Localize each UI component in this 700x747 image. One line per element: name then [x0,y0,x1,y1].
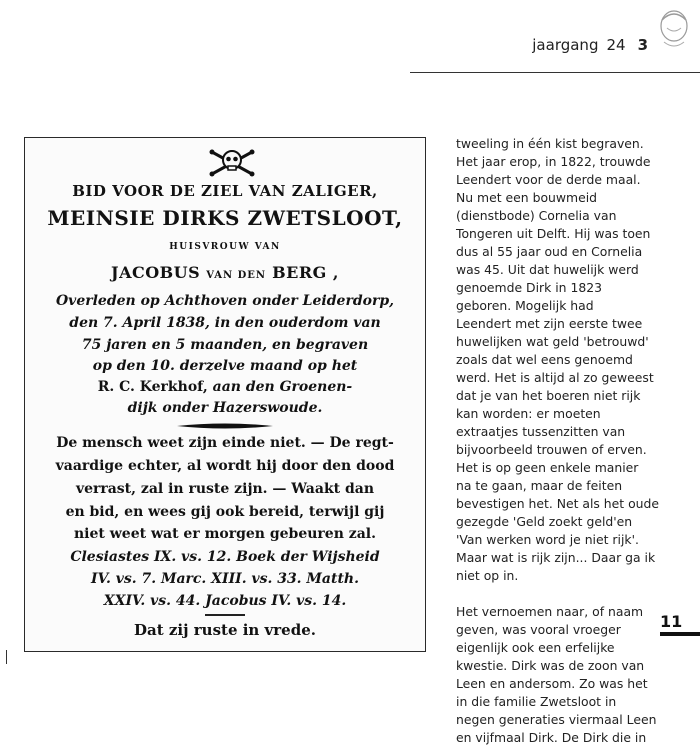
body-line: extraatjes tussenzitten van [456,424,626,439]
body-line: na te gaan, maar de feiten [456,478,623,493]
bible-reference: IV. vs. 7. Marc. XIII. vs. 33. Matth. [91,571,359,587]
body-line: was 45. Uit dat huwelijk werd [456,262,639,277]
folio-number: 11 [660,612,683,631]
memorial-card-image [24,137,426,652]
card-title: BID VOOR DE ZIEL VAN ZALIGER, [72,182,378,200]
body-line: dus al 55 jaar oud en Cornelia [456,244,643,259]
skull-crossbones-icon [208,148,256,176]
body-line: gezegde 'Geld zoekt geld'en [456,514,633,529]
body-line: bijvoorbeeld trouwen of erven. [456,442,647,457]
death-line-2: den 7. April 1838, in den ouderdom van [69,315,381,331]
prayer-line: niet weet wat er morgen gebeuren zal. [74,526,376,542]
body-line: werd. Het is altijd al zo geweest [456,370,654,385]
body-line: Nu met een bouwmeid [456,190,598,205]
prayer-line: verrast, zal in ruste zijn. — Waakt dan [75,481,375,497]
body-line: kan worden: er moeten [456,406,601,421]
journal-label: jaargang [532,36,599,54]
body-line: Maar wat is rijk zijn... Daar ga ik [456,550,656,565]
paragraph-gap [456,585,692,603]
husband-name [25,263,425,282]
body-line: bevestigen het. Net als het oude [456,496,660,511]
running-header [532,36,648,54]
folio-bar [660,632,700,636]
body-line: negen generaties viermaal Leen [456,712,657,727]
death-line-3: 75 jaren en 5 maanden, en begraven [81,337,369,353]
death-line-1: Overleden op Achthoven onder Leiderdorp, [55,293,394,309]
body-line: Leen en andersom. Zo was het [456,676,648,691]
article-column [456,135,692,747]
kerkhof-location: aan den Groenen- [212,379,353,395]
bible-reference: Clesiastes IX. vs. 12. Boek der Wijsheid [70,549,380,565]
body-line: Het is op geen enkele manier [456,460,639,475]
body-line: Leendert met zijn eerste twee [456,316,643,331]
body-line: kwestie. Dirk was de zoon van [456,658,645,673]
closing-blessing: Dat zij ruste in vrede. [134,621,316,639]
husband-first-name: JACOBUS [111,263,201,282]
body-line: geven, was vooral vroeger [456,622,621,637]
bible-reference: XXIV. vs. 44. Jacobus IV. vs. 14. [103,593,347,609]
volume-number: 24 [606,36,626,54]
closing-rule [205,614,245,616]
body-line: Tongeren uit Delft. Hij was toen [456,226,651,241]
body-line: huwelijken wat geld 'betrouwd' [456,334,649,349]
body-line: Leendert voor de derde maal. [456,172,641,187]
body-line: en vijfmaal Dirk. De Dirk die in [456,730,647,745]
huisvrouw-label: HUISVROUW VAN [169,242,281,252]
prayer-line: en bid, en wees gij ook bereid, terwijl gij [65,504,385,520]
body-line: in die familie Zwetsloot in [456,694,617,709]
death-line-4: op den 10. derzelve maand op het [92,358,358,374]
body-line: geboren. Mogelijk had [456,298,594,313]
header-rule [410,72,700,73]
body-line: eigenlijk ook een erfelijke [456,640,615,655]
body-line: (dienstbode) Cornelia van [456,208,617,223]
body-line: genoemde Dirk in 1823 [456,280,603,295]
deceased-name: MEINSIE DIRKS ZWETSLOOT, [47,206,403,230]
body-line: niet op in. [456,568,519,583]
body-line: dat je van het boeren niet rijk [456,388,641,403]
body-line: tweeling in één kist begraven. [456,136,644,151]
burial-place: dijk onder Hazerswoude. [127,400,323,416]
margin-mark [6,650,7,664]
husband-surname: BERG , [272,263,339,282]
body-line: Het jaar erop, in 1822, trouwde [456,154,651,169]
prayer-line: vaardige echter, al wordt hij door den dood [55,458,395,474]
ornamental-divider [175,421,275,431]
body-line: zoals dat wel eens genoemd [456,352,633,367]
husband-name-particle: VAN DEN [206,270,267,281]
burial-line [25,379,425,395]
kerkhof-label: R. C. Kerkhof, [97,379,208,395]
issue-number: 3 [637,36,648,54]
body-line: Het vernoemen naar, of naam [456,604,644,619]
portrait-sketch-icon [652,6,696,50]
body-line: 'Van werken word je niet rijk'. [456,532,639,547]
prayer-line: De mensch weet zijn einde niet. — De regt- [56,435,394,451]
